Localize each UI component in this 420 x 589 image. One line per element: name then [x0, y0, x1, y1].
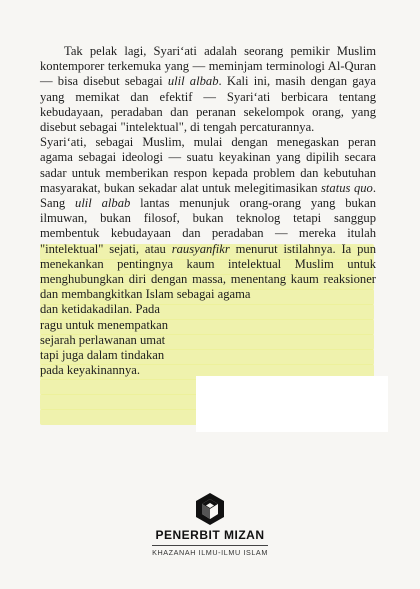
- italic-term: ulil albab: [75, 196, 131, 211]
- mizan-logo-icon: [193, 492, 227, 526]
- blank-area: [196, 376, 388, 432]
- highlight-mark: [40, 394, 200, 410]
- text-run: dan ketidakadilan. Pada: [40, 302, 160, 317]
- text-run: menurut istilahnya. Ia pun menekankan pentingnya kaum intelektual Muslim untuk menghubungkan diri dengan massa, menentang kaum reaksioner dan membangkitkan Islam sebagai agama: [40, 241, 376, 302]
- italic-term: status quo: [321, 180, 373, 195]
- publisher-name: PENERBIT MIZAN: [155, 528, 265, 542]
- paragraph-1: [40, 44, 376, 135]
- text-run: pada keyakinannya.: [40, 363, 141, 378]
- body-text: [40, 44, 376, 378]
- italic-term: rausyanfikr: [171, 241, 230, 256]
- text-run: ragu untuk menempatkan: [40, 317, 168, 332]
- text-run: sejarah perlawanan umat: [40, 332, 166, 347]
- text-run: Syari‘ati, sebagai Muslim, mulai dengan menegaskan peran agama sebagai ideologi — suatu keyakinan yang dipilih secara sadar untuk memberikan respon kepada problem dan kebutuhan masyarakat, bukan sekadar alat untuk melegitimasikan: [40, 135, 376, 195]
- text-run: lantas menunjuk orang-orang yang bukan ilmuwan, bukan filosof, bukan teknolog tetapi sanggup membentuk kebudayaan dan peradaban — mereka itulah "intelektual" sejati, atau: [40, 196, 376, 256]
- paragraph-2: [40, 135, 376, 378]
- publisher-tagline: KHAZANAH ILMU-ILMU ISLAM: [152, 545, 268, 557]
- text-run: tapi juga dalam tindakan: [40, 348, 165, 363]
- text-run: Tak pelak lagi, Syari‘ati adalah seorang pemikir Muslim kontemporer terkemuka yang — meminjam terminologi Al-Quran — bisa disebut sebagai: [40, 44, 376, 89]
- italic-term: ulil albab: [167, 74, 219, 89]
- publisher-block: [0, 492, 420, 560]
- highlight-mark: [40, 379, 200, 395]
- text-run: . Kali ini, masih dengan gaya yang memikat dan efektif — Syari‘ati berbicara tentang kebudayaan, peradaban dan peranan sekelompok orang, yang disebut sebagai "intelektual", di tengah percaturannya.: [40, 74, 376, 135]
- highlight-mark: [40, 409, 200, 425]
- text-run: . Sang: [40, 180, 377, 211]
